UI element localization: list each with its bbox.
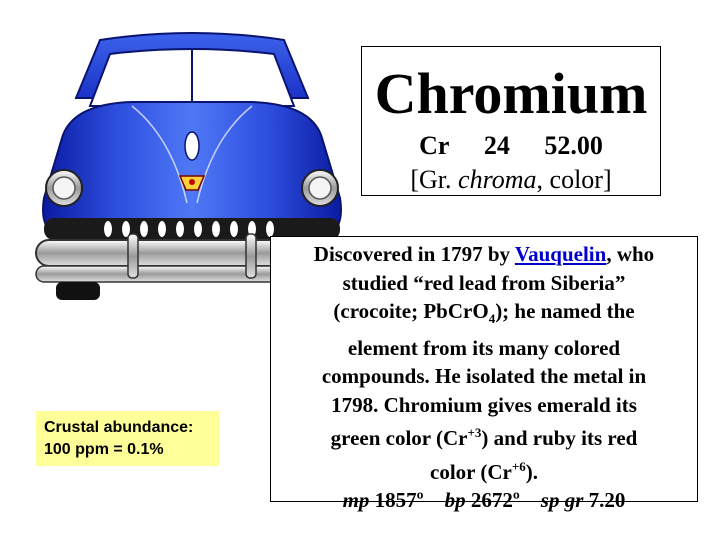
properties-line bbox=[271, 486, 697, 515]
desc-text: ) and ruby its red bbox=[481, 426, 638, 451]
element-title-box bbox=[361, 46, 661, 196]
melting-point-label: mp bbox=[342, 488, 370, 513]
superscript: +6 bbox=[511, 458, 526, 474]
superscript: +3 bbox=[467, 425, 482, 441]
element-info-row bbox=[362, 131, 660, 161]
element-name: Chromium bbox=[374, 61, 648, 126]
vauquelin-link[interactable]: Vauquelin bbox=[514, 242, 607, 266]
desc-text: green color (Cr bbox=[330, 426, 468, 451]
description-box bbox=[270, 236, 698, 513]
desc-line-4: element from its many colored bbox=[347, 335, 621, 360]
specific-gravity-label: sp gr bbox=[540, 488, 584, 513]
desc-text: , who bbox=[606, 242, 655, 266]
boiling-point-value: 2672º bbox=[465, 488, 520, 513]
desc-line-3 bbox=[271, 297, 697, 334]
etymology-word: chroma bbox=[458, 165, 537, 194]
desc-text: color (Cr bbox=[430, 459, 512, 484]
desc-line-6: 1798. Chromium gives emerald its bbox=[331, 392, 637, 417]
boiling-point-label: bp bbox=[444, 488, 466, 513]
etymology bbox=[362, 165, 660, 195]
desc-text: (crocoite; PbCrO bbox=[333, 299, 489, 323]
atomic-mass: 52.00 bbox=[544, 131, 603, 160]
abundance-label: Crustal abundance: bbox=[44, 419, 194, 436]
atomic-number: 24 bbox=[483, 131, 510, 160]
desc-line-1 bbox=[271, 240, 697, 269]
desc-line-5: compounds. He isolated the metal in bbox=[321, 364, 647, 389]
etymology-suffix: , color] bbox=[536, 165, 612, 194]
abundance-value: 100 ppm = 0.1% bbox=[44, 441, 164, 458]
melting-point-value: 1857º bbox=[369, 488, 424, 513]
etymology-prefix: [Gr. bbox=[410, 165, 459, 194]
subscript: 4 bbox=[488, 311, 496, 327]
desc-text: Discovered in 1797 by bbox=[313, 242, 515, 266]
desc-line-2: studied “red lead from Siberia” bbox=[342, 270, 626, 295]
desc-line-8 bbox=[271, 453, 697, 487]
desc-line-7 bbox=[271, 419, 697, 453]
desc-text: ); he named the bbox=[495, 299, 635, 323]
desc-text: ). bbox=[525, 459, 538, 484]
crustal-abundance-note bbox=[36, 411, 219, 466]
specific-gravity-value: 7.20 bbox=[583, 488, 626, 513]
element-symbol: Cr bbox=[419, 131, 450, 160]
